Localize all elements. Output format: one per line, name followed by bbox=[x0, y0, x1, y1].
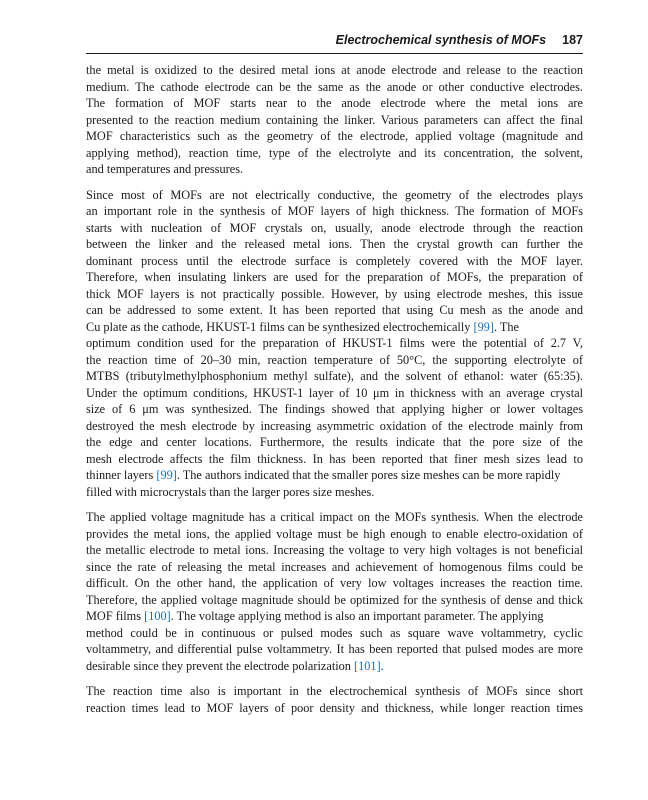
text-line: Under the optimum conditions, HKUST-1 layer of 10 μm in thickness with an average crystal bbox=[86, 385, 583, 400]
text-line bbox=[86, 658, 583, 675]
text-line: method could be in continuous or pulsed modes such as square wave voltammetry, cyclic bbox=[86, 625, 583, 640]
paragraph-4 bbox=[86, 683, 583, 716]
text-line: can be addressed to some extent. It has been reported that using Cu mesh as the anode and bbox=[86, 303, 583, 317]
text-line: The formation of MOF starts near to the anode electrode where the metal ions are bbox=[86, 96, 583, 110]
text-segment: MOF films bbox=[86, 609, 145, 623]
citation-link[interactable]: [99] bbox=[473, 319, 494, 334]
text-line: MTBS (tributylmethylphosphonium methyl sulfate), and the solvent of ethanol: water (65:35). bbox=[86, 369, 583, 383]
header-rule bbox=[86, 53, 583, 54]
paragraph-2 bbox=[86, 187, 583, 501]
citation-link[interactable]: [100] bbox=[144, 609, 171, 623]
body-text bbox=[86, 62, 583, 725]
text-line: Therefore, when insulating linkers are used for the preparation of MOFs, the preparation of bbox=[86, 270, 583, 284]
text-line: mesh electrode affects the film thickness. In has been reported that finer mesh sizes lead to bbox=[86, 451, 583, 466]
text-line: filled with microcrystals than the larger pores size meshes. bbox=[86, 484, 375, 499]
citation-link[interactable]: [101] bbox=[354, 658, 381, 673]
text-segment: desirable since they prevent the electrode polarization bbox=[86, 658, 355, 673]
text-line: destroyed the mesh electrode by increasing asymmetric oxidation of the electrode mainly from bbox=[86, 418, 583, 433]
text-segment: . The authors indicated that the smaller pores size meshes can be more rapidly bbox=[176, 468, 561, 482]
text-segment: . The voltage applying method is also an important parameter. The applying bbox=[170, 609, 544, 623]
text-line: dominant process until the electrode surface is completely covered with the MOF layer. bbox=[86, 253, 583, 268]
text-line: medium. The cathode electrode can be the same as the anode or other conductive electrodes. bbox=[86, 79, 583, 94]
text-line: difficult. On the other hand, the application of very low voltages increases the reaction time. bbox=[86, 576, 583, 590]
running-header bbox=[86, 33, 583, 53]
page-number: 187 bbox=[562, 33, 583, 47]
text-line: applying method), reaction time, type of the electrolyte and its concentration, the solvent, bbox=[86, 145, 583, 160]
text-line: between the linker and the released metal ions. Then the crystal growth can further the bbox=[86, 237, 583, 251]
text-line bbox=[86, 608, 583, 625]
text-segment: thinner layers bbox=[86, 468, 157, 482]
text-line: thick MOF layers is not practically possible. However, by using electrode meshes, this issue bbox=[86, 286, 583, 301]
text-line bbox=[86, 467, 583, 484]
text-line: optimum condition used for the preparation of HKUST-1 films were the potential of 2.7 V, bbox=[86, 336, 583, 350]
text-line: the metallic electrode to metal ions. Increasing the voltage to very high voltages is not beneficial bbox=[86, 543, 583, 557]
paragraph-3 bbox=[86, 509, 583, 674]
text-line: and temperatures and pressures. bbox=[86, 162, 244, 176]
text-line: provides the metal ions, the applied voltage must be high enough to enable electro-oxidation of bbox=[86, 526, 583, 541]
text-line: size of 6 μm was synthesized. The findings showed that applying higher or lower voltages bbox=[86, 402, 583, 416]
text-line bbox=[86, 319, 583, 336]
paragraph-1 bbox=[86, 62, 583, 178]
text-line: an important role in the synthesis of MOF layers of high thickness. The formation of MOFs bbox=[86, 204, 583, 218]
text-segment: . The bbox=[493, 319, 520, 334]
text-line: Since most of MOFs are not electrically conductive, the geometry of the electrodes plays bbox=[86, 187, 583, 202]
text-line: the edge and center locations. Furthermore, the results indicate that the pore size of the bbox=[86, 435, 583, 449]
text-line: the reaction time of 20–30 min, reaction temperature of 50°C, the supporting electrolyte of bbox=[86, 352, 583, 367]
citation-link[interactable]: [99] bbox=[156, 468, 177, 482]
running-title: Electrochemical synthesis of MOFs bbox=[335, 33, 547, 47]
text-line: The reaction time also is important in the electrochemical synthesis of MOFs since short bbox=[86, 684, 583, 698]
text-line: The applied voltage magnitude has a critical impact on the MOFs synthesis. When the electrode bbox=[86, 510, 583, 524]
text-line: the metal is oxidized to the desired metal ions at anode electrode and release to the reaction bbox=[86, 63, 583, 77]
text-line: MOF characteristics such as the geometry of the electrode, applied voltage (magnitude and bbox=[86, 129, 583, 143]
text-segment: . bbox=[380, 658, 384, 673]
text-segment: Cu plate as the cathode, HKUST-1 films can be synthesized electrochemically bbox=[86, 319, 474, 334]
text-line: starts with nucleation of MOF crystals on, usually, anode electrode through the reaction bbox=[86, 220, 583, 235]
text-line: presented to the reaction medium containing the linker. Various parameters can affect the final bbox=[86, 112, 583, 127]
text-line: since the rate of releasing the metal increases and achievement of homogenous films could be bbox=[86, 559, 583, 574]
text-line: voltammetry, and differential pulse voltammetry. It has been reported that pulsed modes are more bbox=[86, 642, 583, 656]
text-line: reaction times lead to MOF layers of poor density and thickness, while longer reaction times bbox=[86, 700, 583, 715]
text-line: Therefore, the applied voltage magnitude should be optimized for the synthesis of dense and thick bbox=[86, 592, 583, 607]
